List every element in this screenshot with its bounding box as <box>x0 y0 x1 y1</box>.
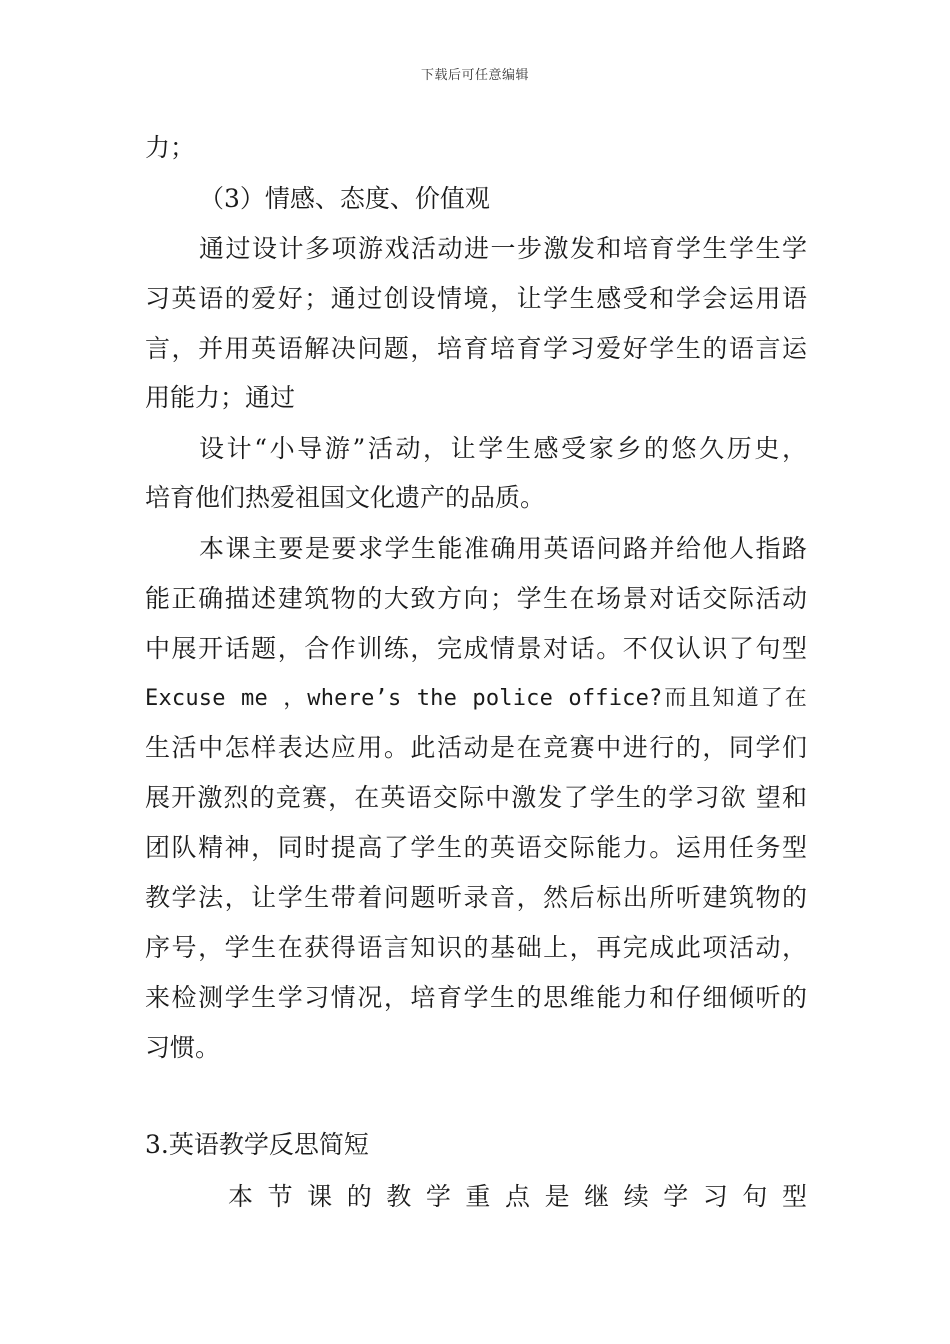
text-line: 来检测学生学习情况，培育学生的思维能力和仔细倾听的 <box>145 983 807 1012</box>
text-line: 生活中怎样表达应用。此活动是在竞赛中进行的，同学们 <box>145 733 807 762</box>
text-line: 力； <box>145 133 196 162</box>
text-line: 中展开话题，合作训练，完成情景对话。不仅认识了句型 <box>145 634 807 663</box>
text-line: 本课主要是要求学生能准确用英语问路并给他人指路 <box>199 534 807 563</box>
text-line: 能正确描述建筑物的大致方向；学生在场景对话交际活动 <box>145 584 807 613</box>
page-header-note: 下载后可任意编辑 <box>420 68 529 83</box>
text-line-english: Excuse me ，where’s the police office?而且知道了在 <box>145 686 807 711</box>
text-line: 本节课的教学重点是继续学习句型 <box>228 1182 807 1211</box>
text-line: 用能力；通过 <box>145 383 296 412</box>
text-line: 教学法，让学生带着问题听录音，然后标出所听建筑物的 <box>145 883 807 912</box>
text-line: 习惯。 <box>145 1033 221 1062</box>
text-line: 培育他们热爱祖国文化遗产的品质。 <box>145 483 546 512</box>
text-line: 言，并用英语解决问题，培育培育学习爱好学生的语言运 <box>145 334 807 363</box>
text-line: 序号，学生在获得语言知识的基础上，再完成此项活动， <box>145 933 807 962</box>
text-line: 设计“小导游”活动，让学生感受家乡的悠久历史， <box>199 434 807 463</box>
text-line: 习英语的爱好；通过创设情境，让学生感受和学会运用语 <box>145 284 807 313</box>
text-line: 通过设计多项游戏活动进一步激发和培育学生学生学 <box>199 234 807 263</box>
section-heading: （3）情感、态度、价值观 <box>199 184 490 213</box>
text-line: 团队精神，同时提高了学生的英语交际能力。运用任务型 <box>145 833 807 862</box>
section-title: 3.英语教学反思简短 <box>145 1130 369 1159</box>
text-line: 展开激烈的竞赛，在英语交际中激发了学生的学习欲 望和 <box>145 783 807 812</box>
